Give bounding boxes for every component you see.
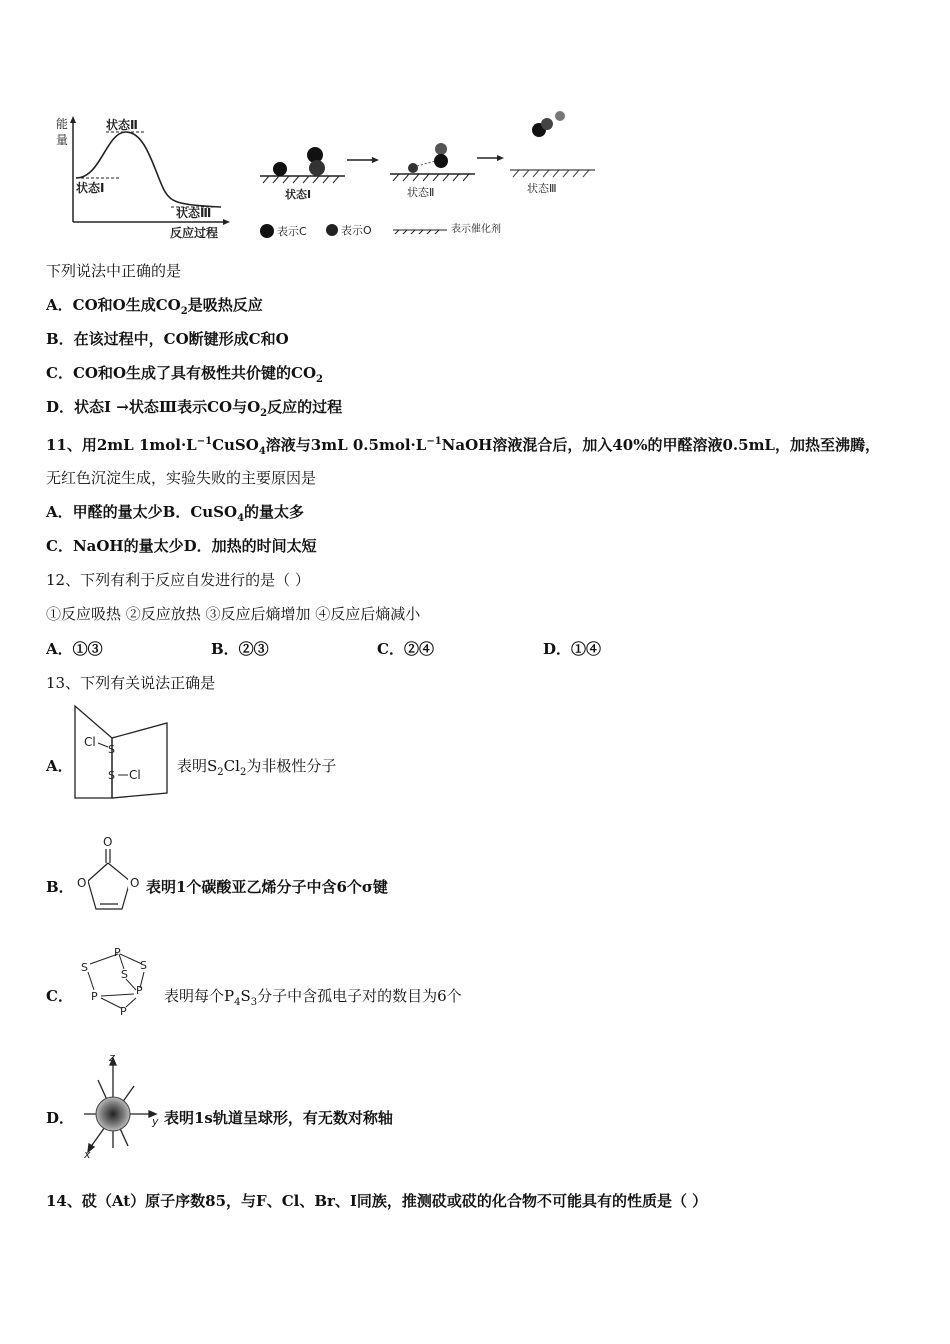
s-label: S [108, 769, 115, 782]
o-atom-icon [408, 163, 418, 173]
cl-label: Cl [129, 768, 141, 782]
p-label: P [91, 990, 98, 1003]
q10-option-b: B．在该过程中，CO断键形成C和O [46, 330, 289, 348]
stage1-label: 状态Ⅰ [285, 188, 312, 201]
q12-option-a: A．①③ [46, 640, 103, 658]
s-label: S [121, 968, 128, 981]
o-atom-icon [309, 160, 325, 176]
q13-option-c-label: C． [46, 987, 73, 1005]
c-atom-icon [434, 154, 448, 168]
state3-label: 状态Ⅲ [176, 206, 212, 220]
q10-stem: 下列说法中正确的是 [46, 262, 182, 280]
q12-option-b: B．②③ [211, 640, 269, 658]
cl-label: Cl [84, 735, 96, 749]
q12-stem: 12、下列有利于反应自发进行的是（ ） [46, 571, 310, 589]
o-atom-icon [541, 118, 553, 130]
legend-c-label: 表示C [277, 225, 307, 238]
state2-label: 状态Ⅱ [106, 118, 138, 132]
q12-option-c: C．②④ [377, 640, 434, 658]
q13-option-b-label: B． [46, 878, 74, 896]
q14-stem: 14、砹（At）原子序数85，与F、Cl、Br、I同族，推测砹或砹的化合物不可能具有的性质是（ ） [46, 1192, 708, 1210]
q13-option-d-text: 表明1s轨道呈球形，有无数对称轴 [164, 1109, 393, 1127]
s2cl2-structure-image [72, 703, 172, 803]
stage2-label: 状态Ⅱ [407, 186, 435, 199]
q10-option-c: C．CO和O生成了具有极性共价键的$CO_2$ [46, 364, 323, 385]
q11-options-ab: A．甲醛的量太少B．CuSO$_4$的量太多 [46, 503, 305, 524]
legend-c-icon [260, 224, 274, 238]
y-axis-label: y [152, 1115, 159, 1128]
legend-o-label: 表示O [341, 224, 372, 237]
o-label: O [77, 876, 87, 890]
q11-stem-line1: 11、用2mL $1mol\cdot L^{-1}CuSO_4$溶液与3mL $0.5mol\cdot L^{-1}NaOH$溶液混合后，加入40%的甲醛溶液0.5mL，加热至沸腾， [46, 436, 880, 457]
y-axis-label-2: 量 [56, 133, 69, 147]
s-label: S [108, 743, 115, 756]
state1-label: 状态Ⅰ [76, 181, 105, 195]
q13-option-a-text: 表明$S_2Cl_2$为非极性分子 [177, 757, 337, 778]
o-atom-icon [555, 111, 565, 121]
1s-orbital-image [76, 1052, 166, 1160]
z-axis-label: z [109, 1052, 115, 1064]
legend-o-icon [326, 224, 338, 236]
s-label: S [140, 959, 147, 972]
o-atom-icon [273, 162, 287, 176]
q10-option-a: A．CO和O生成$CO_2$是吸热反应 [46, 296, 263, 317]
o-atom-icon [435, 143, 447, 155]
q13-option-d-label: D． [46, 1109, 75, 1127]
x-axis-label: x [84, 1148, 91, 1160]
q10-option-d: D．状态Ⅰ →状态Ⅲ表示CO与$O_2$反应的过程 [46, 398, 343, 419]
q12-option-d: D．①④ [543, 640, 602, 658]
y-axis-label-1: 能 [56, 117, 69, 131]
q13-option-c-text: 表明每个$P_4S_3$分子中含孤电子对的数目为6个 [164, 987, 462, 1008]
q13-option-a-label: A． [46, 757, 73, 775]
o-label: O [130, 876, 140, 890]
x-axis-label: 反应过程 [170, 226, 219, 240]
q11-options-cd: C．NaOH的量太少D．加热的时间太短 [46, 537, 317, 555]
s-label: S [81, 961, 88, 974]
legend-catalyst-label: 表示催化剂 [451, 224, 501, 235]
energy-profile-diagram [46, 110, 236, 245]
p-label: P [114, 946, 121, 959]
p-label: P [120, 1005, 127, 1018]
p-label: P [136, 984, 143, 997]
vinylene-carbonate-structure-image [72, 833, 147, 913]
q12-items: ①反应吸热 ②反应放热 ③反应后熵增加 ④反应后熵减小 [46, 605, 421, 623]
q13-stem: 13、下列有关说法正确是 [46, 674, 216, 692]
q11-stem-line2: 无红色沉淀生成，实验失败的主要原因是 [46, 469, 317, 487]
stage3-label: 状态Ⅲ [527, 182, 557, 195]
p4s3-structure-image [76, 944, 156, 1019]
o-label: O [103, 835, 113, 849]
reaction-stages-diagram [255, 108, 615, 243]
q13-option-b-text: 表明1个碳酸亚乙烯分子中含6个σ键 [146, 878, 388, 896]
